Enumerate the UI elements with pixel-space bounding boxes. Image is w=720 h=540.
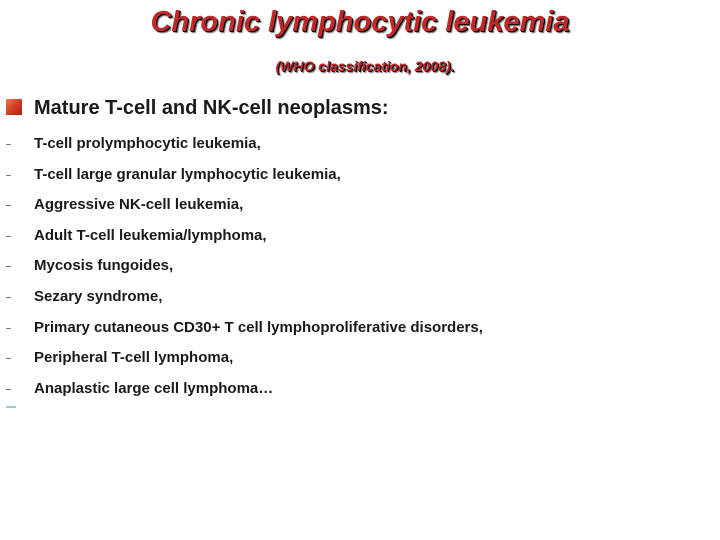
list-item-text: Aggressive NK-cell leukemia,: [34, 196, 244, 214]
list-item: [0, 345, 720, 376]
dash-bullet-icon: [6, 389, 11, 390]
dash-bullet-icon: [6, 266, 11, 267]
list-item: [0, 253, 720, 284]
list-item: [0, 284, 720, 315]
dash-bullet-icon: [6, 175, 11, 176]
list-item-text: T-cell large granular lymphocytic leukemia,: [34, 165, 341, 183]
list-item: [0, 162, 720, 193]
slide-title: [0, 4, 720, 40]
list-item-text: T-cell prolymphocytic leukemia,: [34, 135, 261, 152]
list-item-text: Mycosis fungoides,: [34, 257, 174, 275]
dash-bullet-icon: [6, 297, 11, 298]
dash-bullet-icon: [6, 358, 11, 359]
neoplasm-list: [0, 131, 720, 406]
list-item-text: Adult T-cell leukemia/lymphoma,: [34, 226, 267, 244]
list-item-text: Peripheral T-cell lymphoma,: [34, 349, 234, 367]
list-item-text: Anaplastic large cell lymphoma…: [34, 379, 274, 397]
section-heading: Mature T-cell and NK-cell neoplasms:: [34, 97, 389, 119]
list-item: [0, 376, 720, 407]
dash-bullet-icon: [6, 328, 11, 329]
slide-subtitle: [0, 56, 720, 76]
dash-bullet-icon: [6, 236, 11, 237]
list-item: [0, 131, 720, 162]
list-item: [0, 315, 720, 346]
slide-title-text: Chronic lymphocytic leukemia: [150, 6, 570, 38]
section-heading-row: [0, 92, 720, 126]
list-item-text: Sezary syndrome,: [34, 287, 163, 305]
list-item-text: Primary cutaneous CD30+ T cell lymphoproliferative disorders,: [34, 318, 483, 336]
dash-bullet-icon: [6, 205, 11, 206]
list-item: [0, 192, 720, 223]
list-item: [0, 223, 720, 254]
dash-bullet-icon: [6, 144, 11, 145]
empty-bullet-icon: [6, 406, 16, 408]
square-bullet-icon: [6, 99, 22, 115]
slide-subtitle-text: (WHO classification, 2008).: [275, 58, 455, 74]
